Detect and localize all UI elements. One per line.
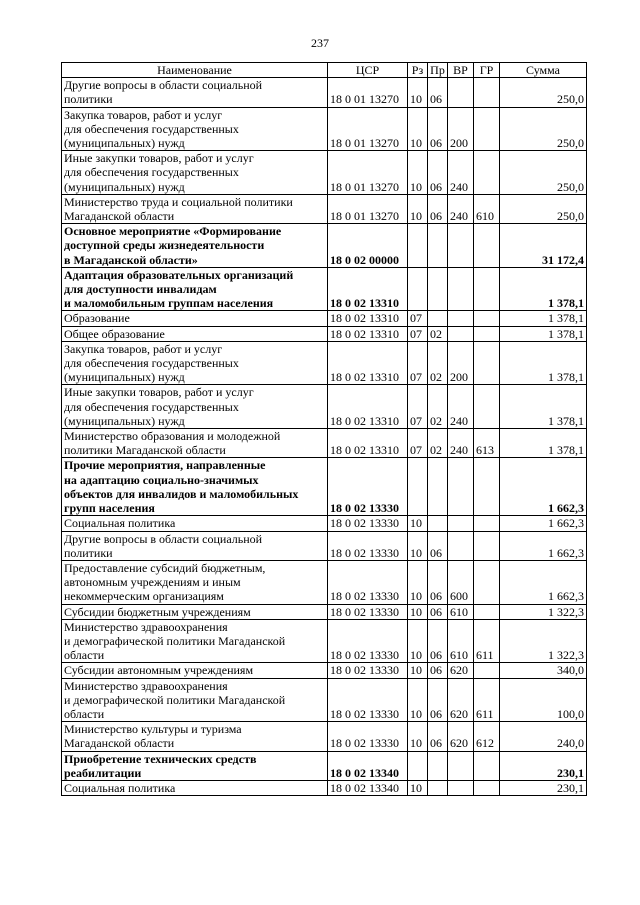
row-csr: 18 0 02 13330 xyxy=(328,722,408,751)
table-row xyxy=(62,385,587,429)
row-gr xyxy=(474,107,500,151)
row-rz: 10 xyxy=(408,780,428,795)
row-name-line: и маломобильным группам населения xyxy=(64,296,274,311)
table-row xyxy=(62,531,587,560)
row-pr: 06 xyxy=(428,663,448,678)
row-gr xyxy=(474,78,500,107)
row-name xyxy=(62,107,328,151)
row-gr: 611 xyxy=(474,619,500,663)
row-gr: 611 xyxy=(474,678,500,722)
row-pr xyxy=(428,311,448,326)
row-vr xyxy=(448,311,474,326)
row-name-line: некоммерческим организациям xyxy=(64,589,224,604)
row-csr: 18 0 02 00000 xyxy=(328,224,408,268)
table-row xyxy=(62,429,587,458)
row-pr: 06 xyxy=(428,531,448,560)
row-csr: 18 0 02 13330 xyxy=(328,678,408,722)
table-row xyxy=(62,722,587,751)
row-csr: 18 0 02 13330 xyxy=(328,604,408,619)
row-csr: 18 0 01 13270 xyxy=(328,107,408,151)
row-sum: 250,0 xyxy=(500,194,587,223)
row-name xyxy=(62,604,328,619)
row-csr: 18 0 02 13310 xyxy=(328,311,408,326)
row-name-line: и демографической политики Магаданской xyxy=(64,633,286,648)
row-csr: 18 0 02 13330 xyxy=(328,516,408,531)
row-name xyxy=(62,224,328,268)
row-vr: 200 xyxy=(448,107,474,151)
row-name-line: реабилитации xyxy=(64,765,142,780)
row-gr xyxy=(474,560,500,604)
row-gr xyxy=(474,224,500,268)
row-sum: 1 378,1 xyxy=(500,341,587,385)
row-vr: 620 xyxy=(448,678,474,722)
row-name xyxy=(62,516,328,531)
row-sum: 1 322,3 xyxy=(500,604,587,619)
header-rz: Рз xyxy=(408,63,428,78)
row-name-line: для обеспечения государственных xyxy=(64,165,239,180)
row-sum: 1 378,1 xyxy=(500,385,587,429)
row-rz: 10 xyxy=(408,604,428,619)
row-gr xyxy=(474,385,500,429)
row-rz: 10 xyxy=(408,678,428,722)
row-pr: 02 xyxy=(428,385,448,429)
row-name-line: Прочие мероприятия, направленные xyxy=(64,458,266,473)
row-name xyxy=(62,780,328,795)
row-name-line: Министерство здравоохранения xyxy=(64,678,228,693)
row-sum: 1 662,3 xyxy=(500,560,587,604)
row-sum: 240,0 xyxy=(500,722,587,751)
row-csr: 18 0 02 13340 xyxy=(328,751,408,780)
row-rz xyxy=(408,224,428,268)
row-rz xyxy=(408,751,428,780)
row-name xyxy=(62,341,328,385)
row-gr xyxy=(474,751,500,780)
budget-table xyxy=(61,62,587,796)
row-name-line: Приобретение технических средств xyxy=(64,751,257,766)
table-header-row xyxy=(62,63,587,78)
row-csr: 18 0 02 13330 xyxy=(328,663,408,678)
row-csr: 18 0 02 13330 xyxy=(328,560,408,604)
row-name-line: Образование xyxy=(64,311,130,326)
row-name-line: Министерство труда и социальной политики xyxy=(64,194,293,209)
header-name: Наименование xyxy=(62,63,328,78)
table-row xyxy=(62,267,587,311)
row-sum: 100,0 xyxy=(500,678,587,722)
row-csr: 18 0 02 13310 xyxy=(328,267,408,311)
row-rz: 10 xyxy=(408,78,428,107)
table-row xyxy=(62,107,587,151)
row-pr: 02 xyxy=(428,326,448,341)
row-rz: 10 xyxy=(408,531,428,560)
row-vr: 240 xyxy=(448,151,474,195)
row-vr: 240 xyxy=(448,194,474,223)
row-csr: 18 0 02 13310 xyxy=(328,326,408,341)
table-row xyxy=(62,311,587,326)
row-name xyxy=(62,78,328,107)
row-gr: 612 xyxy=(474,722,500,751)
row-name-line: Социальная политика xyxy=(64,780,176,795)
row-name xyxy=(62,429,328,458)
row-name-line: политики xyxy=(64,92,113,107)
row-sum: 340,0 xyxy=(500,663,587,678)
row-name-line: для обеспечения государственных xyxy=(64,399,239,414)
row-rz: 07 xyxy=(408,429,428,458)
row-pr: 06 xyxy=(428,78,448,107)
table-row xyxy=(62,560,587,604)
row-vr: 240 xyxy=(448,429,474,458)
row-name-line: области xyxy=(64,648,105,663)
row-name-line: Субсидии автономным учреждениям xyxy=(64,663,254,678)
row-name xyxy=(62,326,328,341)
row-name xyxy=(62,663,328,678)
row-pr: 02 xyxy=(428,429,448,458)
row-vr xyxy=(448,326,474,341)
row-gr xyxy=(474,341,500,385)
row-sum: 250,0 xyxy=(500,107,587,151)
row-name xyxy=(62,619,328,663)
row-name-line: политики Магаданской области xyxy=(64,443,226,458)
table-row xyxy=(62,678,587,722)
row-name-line: Закупка товаров, работ и услуг xyxy=(64,341,223,356)
row-csr: 18 0 02 13330 xyxy=(328,619,408,663)
row-name-line: Магаданской области xyxy=(64,736,175,751)
row-name-line: Социальная политика xyxy=(64,516,176,531)
table-row xyxy=(62,194,587,223)
row-gr xyxy=(474,326,500,341)
row-sum: 31 172,4 xyxy=(500,224,587,268)
row-vr xyxy=(448,224,474,268)
row-rz xyxy=(408,267,428,311)
row-rz: 10 xyxy=(408,194,428,223)
row-name xyxy=(62,385,328,429)
row-name-line: доступной среды жизнедеятельности xyxy=(64,238,265,253)
row-sum: 1 662,3 xyxy=(500,531,587,560)
row-pr xyxy=(428,751,448,780)
row-name-line: Иные закупки товаров, работ и услуг xyxy=(64,151,254,166)
row-name xyxy=(62,267,328,311)
row-pr: 06 xyxy=(428,194,448,223)
row-sum: 1 662,3 xyxy=(500,458,587,516)
row-name-line: для доступности инвалидам xyxy=(64,282,217,297)
row-rz: 07 xyxy=(408,326,428,341)
row-name-line: Иные закупки товаров, работ и услуг xyxy=(64,385,254,400)
row-csr: 18 0 01 13270 xyxy=(328,78,408,107)
row-vr xyxy=(448,78,474,107)
row-vr xyxy=(448,458,474,516)
row-rz: 07 xyxy=(408,341,428,385)
row-vr: 610 xyxy=(448,619,474,663)
row-name xyxy=(62,531,328,560)
row-name-line: и демографической политики Магаданской xyxy=(64,692,286,707)
row-csr: 18 0 02 13330 xyxy=(328,458,408,516)
row-vr: 240 xyxy=(448,385,474,429)
row-gr xyxy=(474,267,500,311)
table-row xyxy=(62,516,587,531)
row-name-line: Общее образование xyxy=(64,326,165,341)
row-sum: 230,1 xyxy=(500,780,587,795)
table-row xyxy=(62,151,587,195)
row-csr: 18 0 02 13310 xyxy=(328,429,408,458)
row-name-line: для обеспечения государственных xyxy=(64,121,239,136)
row-name-line: (муниципальных) нужд xyxy=(64,413,185,428)
row-vr xyxy=(448,751,474,780)
row-name-line: Адаптация образовательных организаций xyxy=(64,267,294,282)
row-name xyxy=(62,560,328,604)
row-vr: 620 xyxy=(448,663,474,678)
row-name-line: Основное мероприятие «Формирование xyxy=(64,224,282,239)
row-pr xyxy=(428,780,448,795)
table-row xyxy=(62,458,587,516)
row-pr: 06 xyxy=(428,560,448,604)
row-name-line: объектов для инвалидов и маломобильных xyxy=(64,486,299,501)
row-gr xyxy=(474,516,500,531)
row-name-line: Министерство здравоохранения xyxy=(64,619,228,634)
row-name xyxy=(62,678,328,722)
row-name xyxy=(62,311,328,326)
row-gr xyxy=(474,458,500,516)
header-sum: Сумма xyxy=(500,63,587,78)
row-csr: 18 0 01 13270 xyxy=(328,151,408,195)
row-gr: 613 xyxy=(474,429,500,458)
row-gr xyxy=(474,663,500,678)
row-vr: 620 xyxy=(448,722,474,751)
header-gr: ГР xyxy=(474,63,500,78)
row-rz: 10 xyxy=(408,516,428,531)
row-rz: 10 xyxy=(408,663,428,678)
row-gr: 610 xyxy=(474,194,500,223)
row-csr: 18 0 02 13310 xyxy=(328,385,408,429)
row-vr: 600 xyxy=(448,560,474,604)
table-row xyxy=(62,224,587,268)
row-name-line: Закупка товаров, работ и услуг xyxy=(64,107,223,122)
row-sum: 230,1 xyxy=(500,751,587,780)
row-name-line: Другие вопросы в области социальной xyxy=(64,531,263,546)
row-csr: 18 0 02 13330 xyxy=(328,531,408,560)
row-name xyxy=(62,722,328,751)
row-gr xyxy=(474,604,500,619)
table-row xyxy=(62,604,587,619)
row-name-line: (муниципальных) нужд xyxy=(64,136,185,151)
row-vr: 610 xyxy=(448,604,474,619)
table-row xyxy=(62,663,587,678)
row-name xyxy=(62,751,328,780)
row-gr xyxy=(474,531,500,560)
row-vr xyxy=(448,780,474,795)
row-rz: 10 xyxy=(408,560,428,604)
row-vr xyxy=(448,516,474,531)
row-vr: 200 xyxy=(448,341,474,385)
row-name-line: области xyxy=(64,706,105,721)
row-rz: 10 xyxy=(408,619,428,663)
row-pr xyxy=(428,267,448,311)
row-pr: 06 xyxy=(428,107,448,151)
row-name-line: политики xyxy=(64,545,113,560)
row-name-line: Магаданской области xyxy=(64,209,175,224)
row-sum: 1 662,3 xyxy=(500,516,587,531)
row-name-line: Другие вопросы в области социальной xyxy=(64,78,263,93)
row-rz xyxy=(408,458,428,516)
row-name-line: Министерство образования и молодежной xyxy=(64,429,281,444)
row-vr xyxy=(448,531,474,560)
header-vr: ВР xyxy=(448,63,474,78)
row-pr xyxy=(428,516,448,531)
table-row xyxy=(62,326,587,341)
row-gr xyxy=(474,311,500,326)
row-sum: 1 378,1 xyxy=(500,326,587,341)
row-pr: 06 xyxy=(428,722,448,751)
row-rz: 10 xyxy=(408,107,428,151)
row-csr: 18 0 02 13340 xyxy=(328,780,408,795)
row-sum: 250,0 xyxy=(500,78,587,107)
row-sum: 1 378,1 xyxy=(500,311,587,326)
row-name-line: групп населения xyxy=(64,501,155,516)
row-name-line: для обеспечения государственных xyxy=(64,356,239,371)
row-pr xyxy=(428,458,448,516)
row-sum: 250,0 xyxy=(500,151,587,195)
row-name-line: автономным учреждениям и иным xyxy=(64,575,241,590)
row-vr xyxy=(448,267,474,311)
row-rz: 10 xyxy=(408,722,428,751)
row-name-line: Предоставление субсидий бюджетным, xyxy=(64,560,266,575)
row-sum: 1 378,1 xyxy=(500,267,587,311)
header-pr: Пр xyxy=(428,63,448,78)
row-name-line: Субсидии бюджетным учреждениям xyxy=(64,604,251,619)
row-name-line: Министерство культуры и туризма xyxy=(64,722,242,737)
table-row xyxy=(62,751,587,780)
row-rz: 07 xyxy=(408,385,428,429)
row-rz: 07 xyxy=(408,311,428,326)
row-csr: 18 0 02 13310 xyxy=(328,341,408,385)
row-pr: 06 xyxy=(428,619,448,663)
row-pr: 06 xyxy=(428,151,448,195)
row-pr: 06 xyxy=(428,678,448,722)
row-gr xyxy=(474,151,500,195)
row-name-line: (муниципальных) нужд xyxy=(64,179,185,194)
row-name xyxy=(62,151,328,195)
row-pr: 06 xyxy=(428,604,448,619)
row-pr: 02 xyxy=(428,341,448,385)
row-pr xyxy=(428,224,448,268)
row-name-line: на адаптацию социально-значимых xyxy=(64,472,259,487)
table-row xyxy=(62,780,587,795)
row-sum: 1 322,3 xyxy=(500,619,587,663)
row-name xyxy=(62,194,328,223)
page-number: 237 xyxy=(311,36,329,50)
row-name xyxy=(62,458,328,516)
table-row xyxy=(62,341,587,385)
row-rz: 10 xyxy=(408,151,428,195)
row-csr: 18 0 01 13270 xyxy=(328,194,408,223)
row-sum: 1 378,1 xyxy=(500,429,587,458)
row-name-line: (муниципальных) нужд xyxy=(64,370,185,385)
row-gr xyxy=(474,780,500,795)
header-csr: ЦСР xyxy=(328,63,408,78)
row-name-line: в Магаданской области» xyxy=(64,252,198,267)
table-row xyxy=(62,78,587,107)
table-row xyxy=(62,619,587,663)
